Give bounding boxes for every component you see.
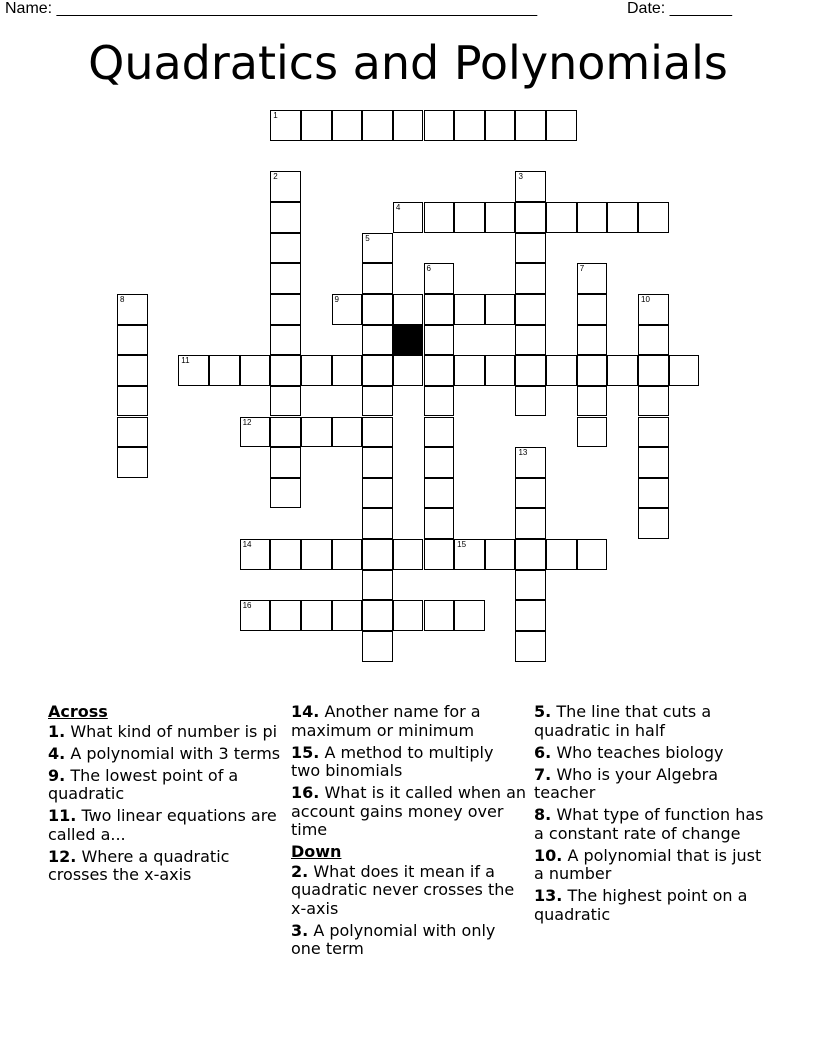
clue-down-8: 8. What type of function has a constant rate of change [534, 805, 764, 843]
date-field[interactable]: Date: _______ [627, 0, 732, 17]
grid-cell[interactable] [270, 294, 301, 325]
grid-cell[interactable] [485, 110, 516, 141]
grid-cell[interactable] [577, 386, 608, 417]
black-cell [393, 325, 424, 356]
grid-cell[interactable] [270, 202, 301, 233]
grid-cell[interactable] [362, 417, 393, 448]
clue-across-16: 16. What is it called when an account gains money over time [291, 783, 527, 839]
clue-across-12: 12. Where a quadratic crosses the x-axis [48, 846, 230, 884]
grid-cell[interactable] [577, 539, 608, 570]
grid-cell[interactable] [424, 386, 455, 417]
grid-cell[interactable] [301, 417, 332, 448]
clue-down-7: 7. Who is your Algebra teacher [534, 764, 719, 802]
clue-number: 12 [242, 417, 252, 427]
grid-cell[interactable] [332, 110, 363, 141]
grid-cell[interactable] [638, 325, 669, 356]
grid-cell[interactable] [424, 447, 455, 478]
clue-number: 8 [120, 294, 125, 304]
grid-cell[interactable] [393, 600, 424, 631]
clue-number: 2 [273, 172, 278, 182]
grid-cell[interactable] [577, 417, 608, 448]
grid-cell[interactable] [209, 355, 240, 386]
grid-cell[interactable] [178, 355, 209, 386]
grid-cell[interactable] [577, 202, 608, 233]
clue-number: 4 [395, 202, 401, 212]
grid-cell[interactable] [515, 202, 546, 233]
clue-down-10: 10. A polynomial that is just a number [534, 845, 762, 883]
name-field[interactable]: Name: ______________________________________________________ [5, 0, 538, 17]
grid-cell[interactable] [270, 110, 301, 141]
grid-cell[interactable] [515, 508, 546, 539]
grid-cell[interactable] [117, 355, 148, 386]
grid-cell[interactable] [117, 294, 148, 325]
grid-cell[interactable] [515, 233, 546, 264]
across-heading: Across [48, 702, 108, 721]
grid-cell[interactable] [424, 478, 455, 509]
clue-down-6: 6. Who teaches biology [534, 742, 724, 762]
grid-cell[interactable] [638, 478, 669, 509]
grid-cell[interactable] [332, 294, 363, 325]
grid-cell[interactable] [362, 325, 393, 356]
grid-cell[interactable] [638, 417, 669, 448]
grid-cell[interactable] [669, 355, 700, 386]
grid-cell[interactable] [454, 355, 485, 386]
grid-cell[interactable] [515, 263, 546, 294]
grid-cell[interactable] [546, 202, 577, 233]
grid-cell[interactable] [515, 570, 546, 601]
grid-cell[interactable] [515, 478, 546, 509]
grid-cell[interactable] [638, 355, 669, 386]
grid-cell[interactable] [301, 600, 332, 631]
grid-cell[interactable] [332, 539, 363, 570]
grid-cell[interactable] [546, 539, 577, 570]
clues-column-3 [534, 703, 770, 928]
grid-cell[interactable] [515, 631, 546, 662]
clue-down-2: 2. What does it mean if a quadratic never crosses the x-axis [291, 861, 515, 918]
grid-cell[interactable] [301, 110, 332, 141]
grid-cell[interactable] [485, 202, 516, 233]
grid-cell[interactable] [270, 263, 301, 294]
grid-cell[interactable] [362, 294, 393, 325]
page-title: Quadratics and Polynomials [88, 36, 728, 90]
grid-cell[interactable] [515, 355, 546, 386]
grid-cell[interactable] [454, 600, 485, 631]
grid-cell[interactable] [362, 600, 393, 631]
grid-cell[interactable] [301, 539, 332, 570]
grid-cell[interactable] [117, 447, 148, 478]
grid-cell[interactable] [362, 355, 393, 386]
grid-cell[interactable] [515, 294, 546, 325]
grid-cell[interactable] [638, 386, 669, 417]
grid-cell[interactable] [424, 539, 455, 570]
grid-cell[interactable] [270, 539, 301, 570]
grid-cell[interactable] [424, 325, 455, 356]
grid-cell[interactable] [240, 355, 271, 386]
clue-down-13: 13. The highest point on a quadratic [534, 886, 748, 924]
clue-down-3: 3. A polynomial with only one term [291, 920, 496, 958]
grid-cell[interactable] [454, 539, 485, 570]
grid-cell[interactable] [270, 355, 301, 386]
grid-cell[interactable] [454, 202, 485, 233]
grid-cell[interactable] [117, 325, 148, 356]
grid-cell[interactable] [424, 600, 455, 631]
grid-cell[interactable] [638, 294, 669, 325]
grid-cell[interactable] [393, 202, 424, 233]
grid-cell[interactable] [485, 355, 516, 386]
grid-cell[interactable] [332, 600, 363, 631]
clues-column-1 [48, 703, 284, 888]
clue-across-14: 14. Another name for a maximum or minimum [291, 702, 481, 740]
grid-cell[interactable] [424, 417, 455, 448]
grid-cell[interactable] [117, 417, 148, 448]
grid-cell[interactable] [515, 386, 546, 417]
grid-cell[interactable] [515, 325, 546, 356]
grid-cell[interactable] [515, 171, 546, 202]
clue-number: 16 [242, 601, 252, 611]
grid-cell[interactable] [301, 355, 332, 386]
grid-cell[interactable] [454, 110, 485, 141]
grid-cell[interactable] [424, 110, 455, 141]
grid-cell[interactable] [270, 447, 301, 478]
grid-cell[interactable] [607, 355, 638, 386]
grid-cell[interactable] [270, 325, 301, 356]
grid-cell[interactable] [607, 202, 638, 233]
grid-cell[interactable] [362, 478, 393, 509]
grid-cell[interactable] [362, 631, 393, 662]
clue-down-5: 5. The line that cuts a quadratic in half [534, 702, 712, 740]
grid-cell[interactable] [117, 386, 148, 417]
clue-number: 10 [641, 294, 650, 304]
grid-cell[interactable] [270, 478, 301, 509]
grid-cell[interactable] [577, 294, 608, 325]
grid-cell[interactable] [454, 294, 485, 325]
grid-cell[interactable] [424, 202, 455, 233]
grid-cell[interactable] [362, 508, 393, 539]
grid-cell[interactable] [424, 508, 455, 539]
grid-cell[interactable] [546, 110, 577, 141]
clue-number: 13 [518, 448, 528, 458]
grid-cell[interactable] [515, 539, 546, 570]
grid-cell[interactable] [362, 570, 393, 601]
clue-number: 11 [181, 356, 190, 366]
grid-cell[interactable] [270, 600, 301, 631]
clue-across-11: 11. Two linear equations are called a... [48, 806, 277, 844]
grid-cell[interactable] [424, 294, 455, 325]
grid-cell[interactable] [240, 600, 271, 631]
grid-cell[interactable] [362, 386, 393, 417]
grid-cell[interactable] [270, 233, 301, 264]
grid-cell[interactable] [638, 202, 669, 233]
clue-number: 9 [334, 294, 339, 304]
grid-cell[interactable] [362, 447, 393, 478]
grid-cell[interactable] [332, 355, 363, 386]
grid-cell[interactable] [332, 417, 363, 448]
clue-across-15: 15. A method to multiply two binomials [291, 742, 494, 780]
grid-cell[interactable] [577, 355, 608, 386]
grid-cell[interactable] [362, 539, 393, 570]
grid-cell[interactable] [515, 600, 546, 631]
grid-cell[interactable] [577, 263, 608, 294]
clue-across-4: 4. A polynomial with 3 terms [48, 743, 281, 763]
grid-cell[interactable] [240, 539, 271, 570]
grid-cell[interactable] [393, 539, 424, 570]
clues-column-2 [291, 703, 527, 962]
clue-across-1: 1. What kind of number is pi [48, 721, 278, 741]
grid-cell[interactable] [424, 263, 455, 294]
clue-number: 7 [579, 264, 585, 274]
clue-across-9: 9. The lowest point of a quadratic [48, 765, 239, 803]
grid-cell[interactable] [362, 233, 393, 264]
grid-cell[interactable] [638, 508, 669, 539]
clue-number: 5 [365, 233, 370, 243]
clue-number: 14 [242, 540, 252, 550]
grid-cell[interactable] [485, 294, 516, 325]
grid-cell[interactable] [270, 171, 301, 202]
grid-cell[interactable] [240, 417, 271, 448]
grid-cell[interactable] [362, 263, 393, 294]
grid-cell[interactable] [270, 417, 301, 448]
clue-number: 15 [457, 540, 467, 550]
grid-cell[interactable] [424, 355, 455, 386]
grid-cell[interactable] [362, 110, 393, 141]
grid-cell[interactable] [515, 447, 546, 478]
clue-number: 1 [273, 111, 278, 120]
clue-number: 6 [426, 264, 431, 274]
down-heading: Down [291, 842, 342, 861]
clue-number: 3 [518, 172, 523, 182]
grid-cell[interactable] [638, 447, 669, 478]
grid-cell[interactable] [515, 110, 546, 141]
grid-cell[interactable] [577, 325, 608, 356]
grid-cell[interactable] [393, 294, 424, 325]
grid-cell[interactable] [546, 355, 577, 386]
grid-cell[interactable] [270, 386, 301, 417]
grid-cell[interactable] [393, 110, 424, 141]
grid-cell[interactable] [393, 355, 424, 386]
grid-cell[interactable] [485, 539, 516, 570]
